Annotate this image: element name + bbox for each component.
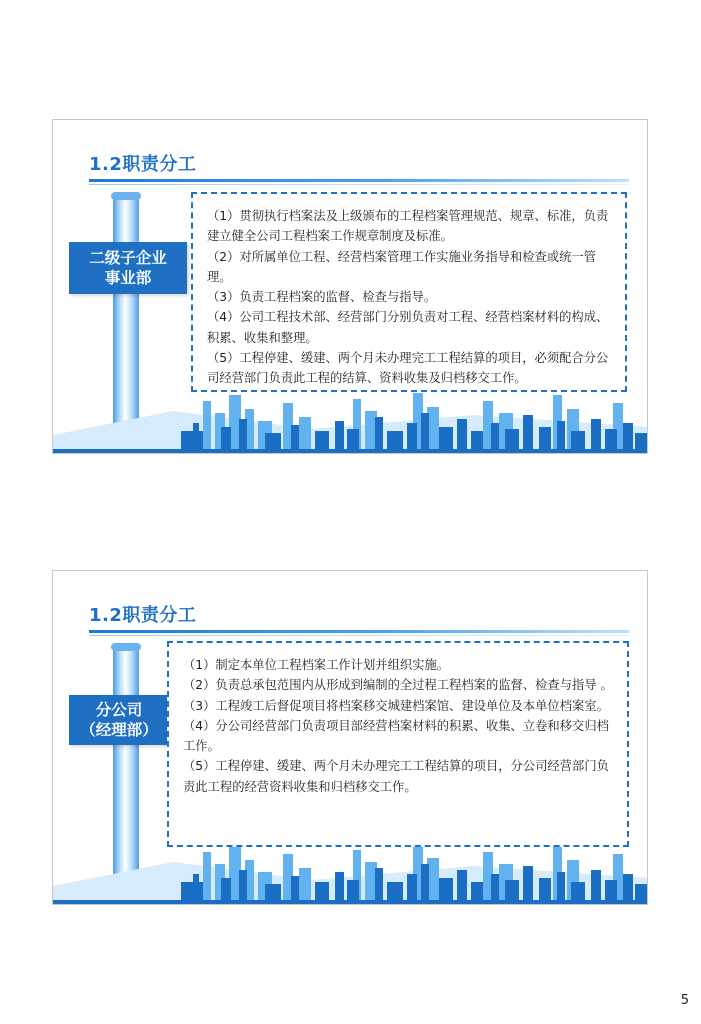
department-label-line-1: 二级子企业 [89,249,167,267]
responsibility-item: （1）贯彻执行档案法及上级颁布的工程档案管理规范、规章、标准，负责建立健全公司工程档案工作规章制度及标准。 [207,209,609,244]
decorative-pillar-cap [111,192,141,200]
title-underline-thin [89,635,629,636]
responsibility-item: （5）工程停建、缓建、两个月未办理完工工程结算的项目，必须配合分公司经营部门负责此工程的结算、资料收集及归档移交工作。 [207,351,609,386]
department-label-box [69,242,187,294]
department-label-line-1: 分公司 [95,701,143,719]
responsibility-item: （3）工程竣工后督促项目将档案移交城建档案馆、建设单位及本单位档案室。 [183,698,609,713]
slide-1 [52,119,648,454]
responsibility-item: （2）负责总承包范围内从形成到编制的全过程工程档案的监督、检查与指导 。 [183,678,613,693]
responsibilities-frame [191,192,627,392]
responsibility-item: （5）工程停建、缓建、两个月未办理完工工程结算的项目，分公司经营部门负责此工程的经营资料收集和归档移交工作。 [183,759,609,794]
slide-2 [52,570,648,905]
department-label-box [69,695,169,745]
title-underline [89,630,629,633]
responsibility-item: （3）负责工程档案的监督、检查与指导。 [207,290,437,305]
responsibilities-frame [167,641,629,847]
department-label-line-2: （经理部） [80,721,158,739]
title-underline [89,179,629,182]
responsibility-item: （4）分公司经营部门负责项目部经营档案材料的积累、收集、立卷和移交归档工作。 [183,718,609,754]
decorative-pillar-cap [111,643,141,651]
responsibility-item: （2）对所属单位工程、经营档案管理工作实施业务指导和检查或统一管理。 [207,249,597,284]
title-underline-thin [89,184,629,185]
page-number: 5 [680,993,689,1008]
responsibility-item: （4）公司工程技术部、经营部门分别负责对工程、经营档案材料的构成、积累、收集和整理。 [207,310,609,345]
slide-title: 1.2职责分工 [89,605,197,626]
responsibility-item: （1）制定本单位工程档案工作计划并组织实施。 [183,658,450,672]
department-label-line-2: 事业部 [104,269,152,287]
city-skyline-illustration [53,383,648,453]
slide-title: 1.2职责分工 [89,154,197,175]
